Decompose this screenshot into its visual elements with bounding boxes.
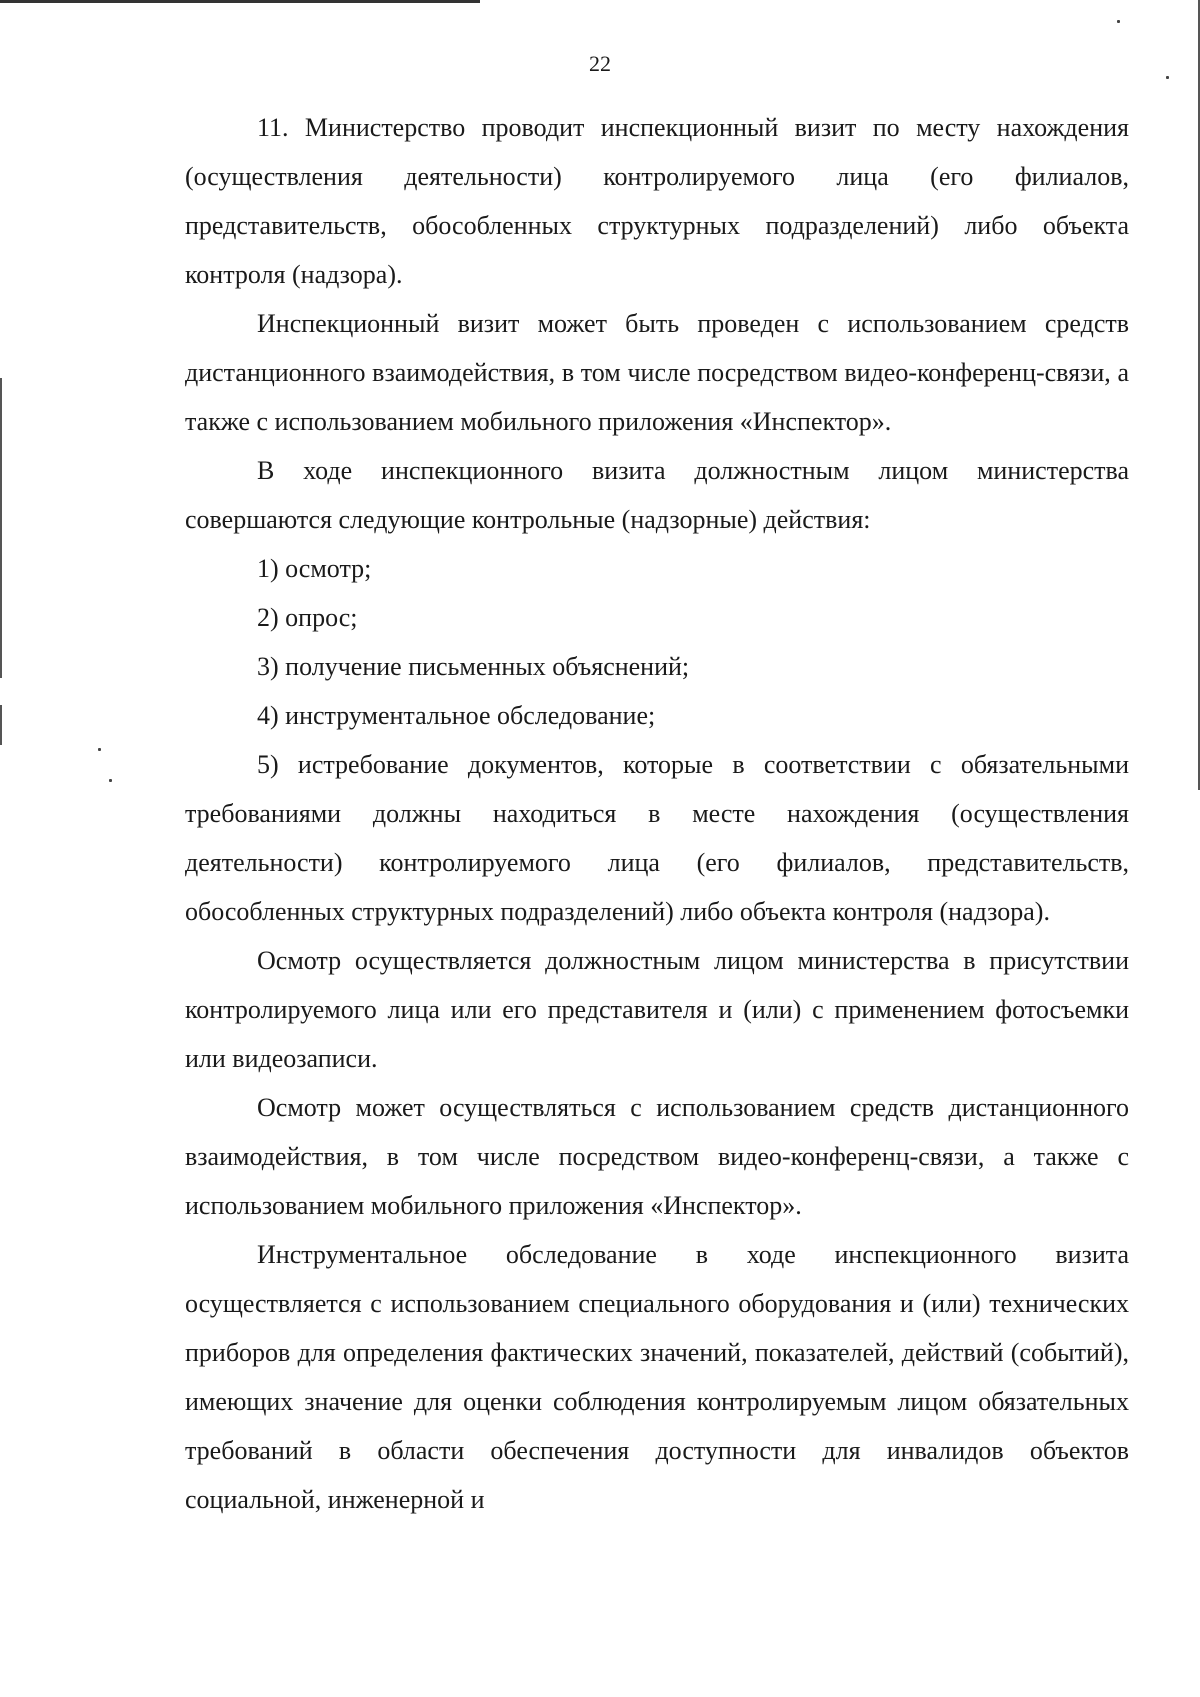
scan-artifact-dot — [98, 748, 101, 751]
scan-artifact-left-mark — [0, 378, 2, 678]
paragraph-ministry-inspection-visit: 11. Министерство проводит инспекционный визит по месту нахождения (осуществления деятельности) контролируемого лица (его филиалов, представительств, обособленных структурных подразделений) либо объекта контроля (надзора). — [185, 113, 1129, 289]
paragraph-remote-inspection: Осмотр может осуществляться с использованием средств дистанционного взаимодействия, в том числе посредством видео-конференц-связи, а также с использованием мобильного приложения «Инспектор». — [185, 1093, 1129, 1220]
paragraph-remote-visit: Инспекционный визит может быть проведен с использованием средств дистанционного взаимодействия, в том числе посредством видео-конференц-связи, а также с использованием мобильного приложения «Инспектор». — [185, 309, 1129, 436]
paragraph-control-actions-intro: В ходе инспекционного визита должностным лицом министерства совершаются следующие контрольные (надзорные) действия: — [185, 456, 1129, 534]
scan-artifact-top-line — [0, 0, 480, 3]
scan-artifact-left-mark — [0, 705, 2, 745]
list-item-inspection: 1) осмотр; — [257, 554, 372, 583]
list-item-instrumental-examination: 4) инструментальное обследование; — [257, 701, 656, 730]
list-item-document-request: 5) истребование документов, которые в соответствии с обязательными требованиями должны находиться в месте нахождения (осуществления деятельности) контролируемого лица (его филиалов, представительств, обособленных структурных подразделений) либо объекта контроля (надзора). — [185, 750, 1129, 926]
list-item-survey: 2) опрос; — [257, 603, 358, 632]
paragraph-instrumental-examination: Инструментальное обследование в ходе инспекционного визита осуществляется с использованием специального оборудования и (или) технических приборов для определения фактических значений, показателей, действий (событий), имеющих значение для оценки соблюдения контролируемым лицом обязательных требований в области обеспечения доступности для инвалидов объектов социальной, инженерной и — [185, 1240, 1129, 1514]
paragraph-inspection-procedure: Осмотр осуществляется должностным лицом министерства в присутствии контролируемого лица или его представителя и (или) с применением фотосъемки или видеозаписи. — [185, 946, 1129, 1073]
page-number: 22 — [589, 51, 611, 76]
scan-artifact-dot — [1117, 20, 1120, 23]
document-body — [185, 103, 1129, 1524]
list-item-written-explanations: 3) получение письменных объяснений; — [257, 652, 690, 681]
scan-artifact-dot — [109, 779, 112, 782]
